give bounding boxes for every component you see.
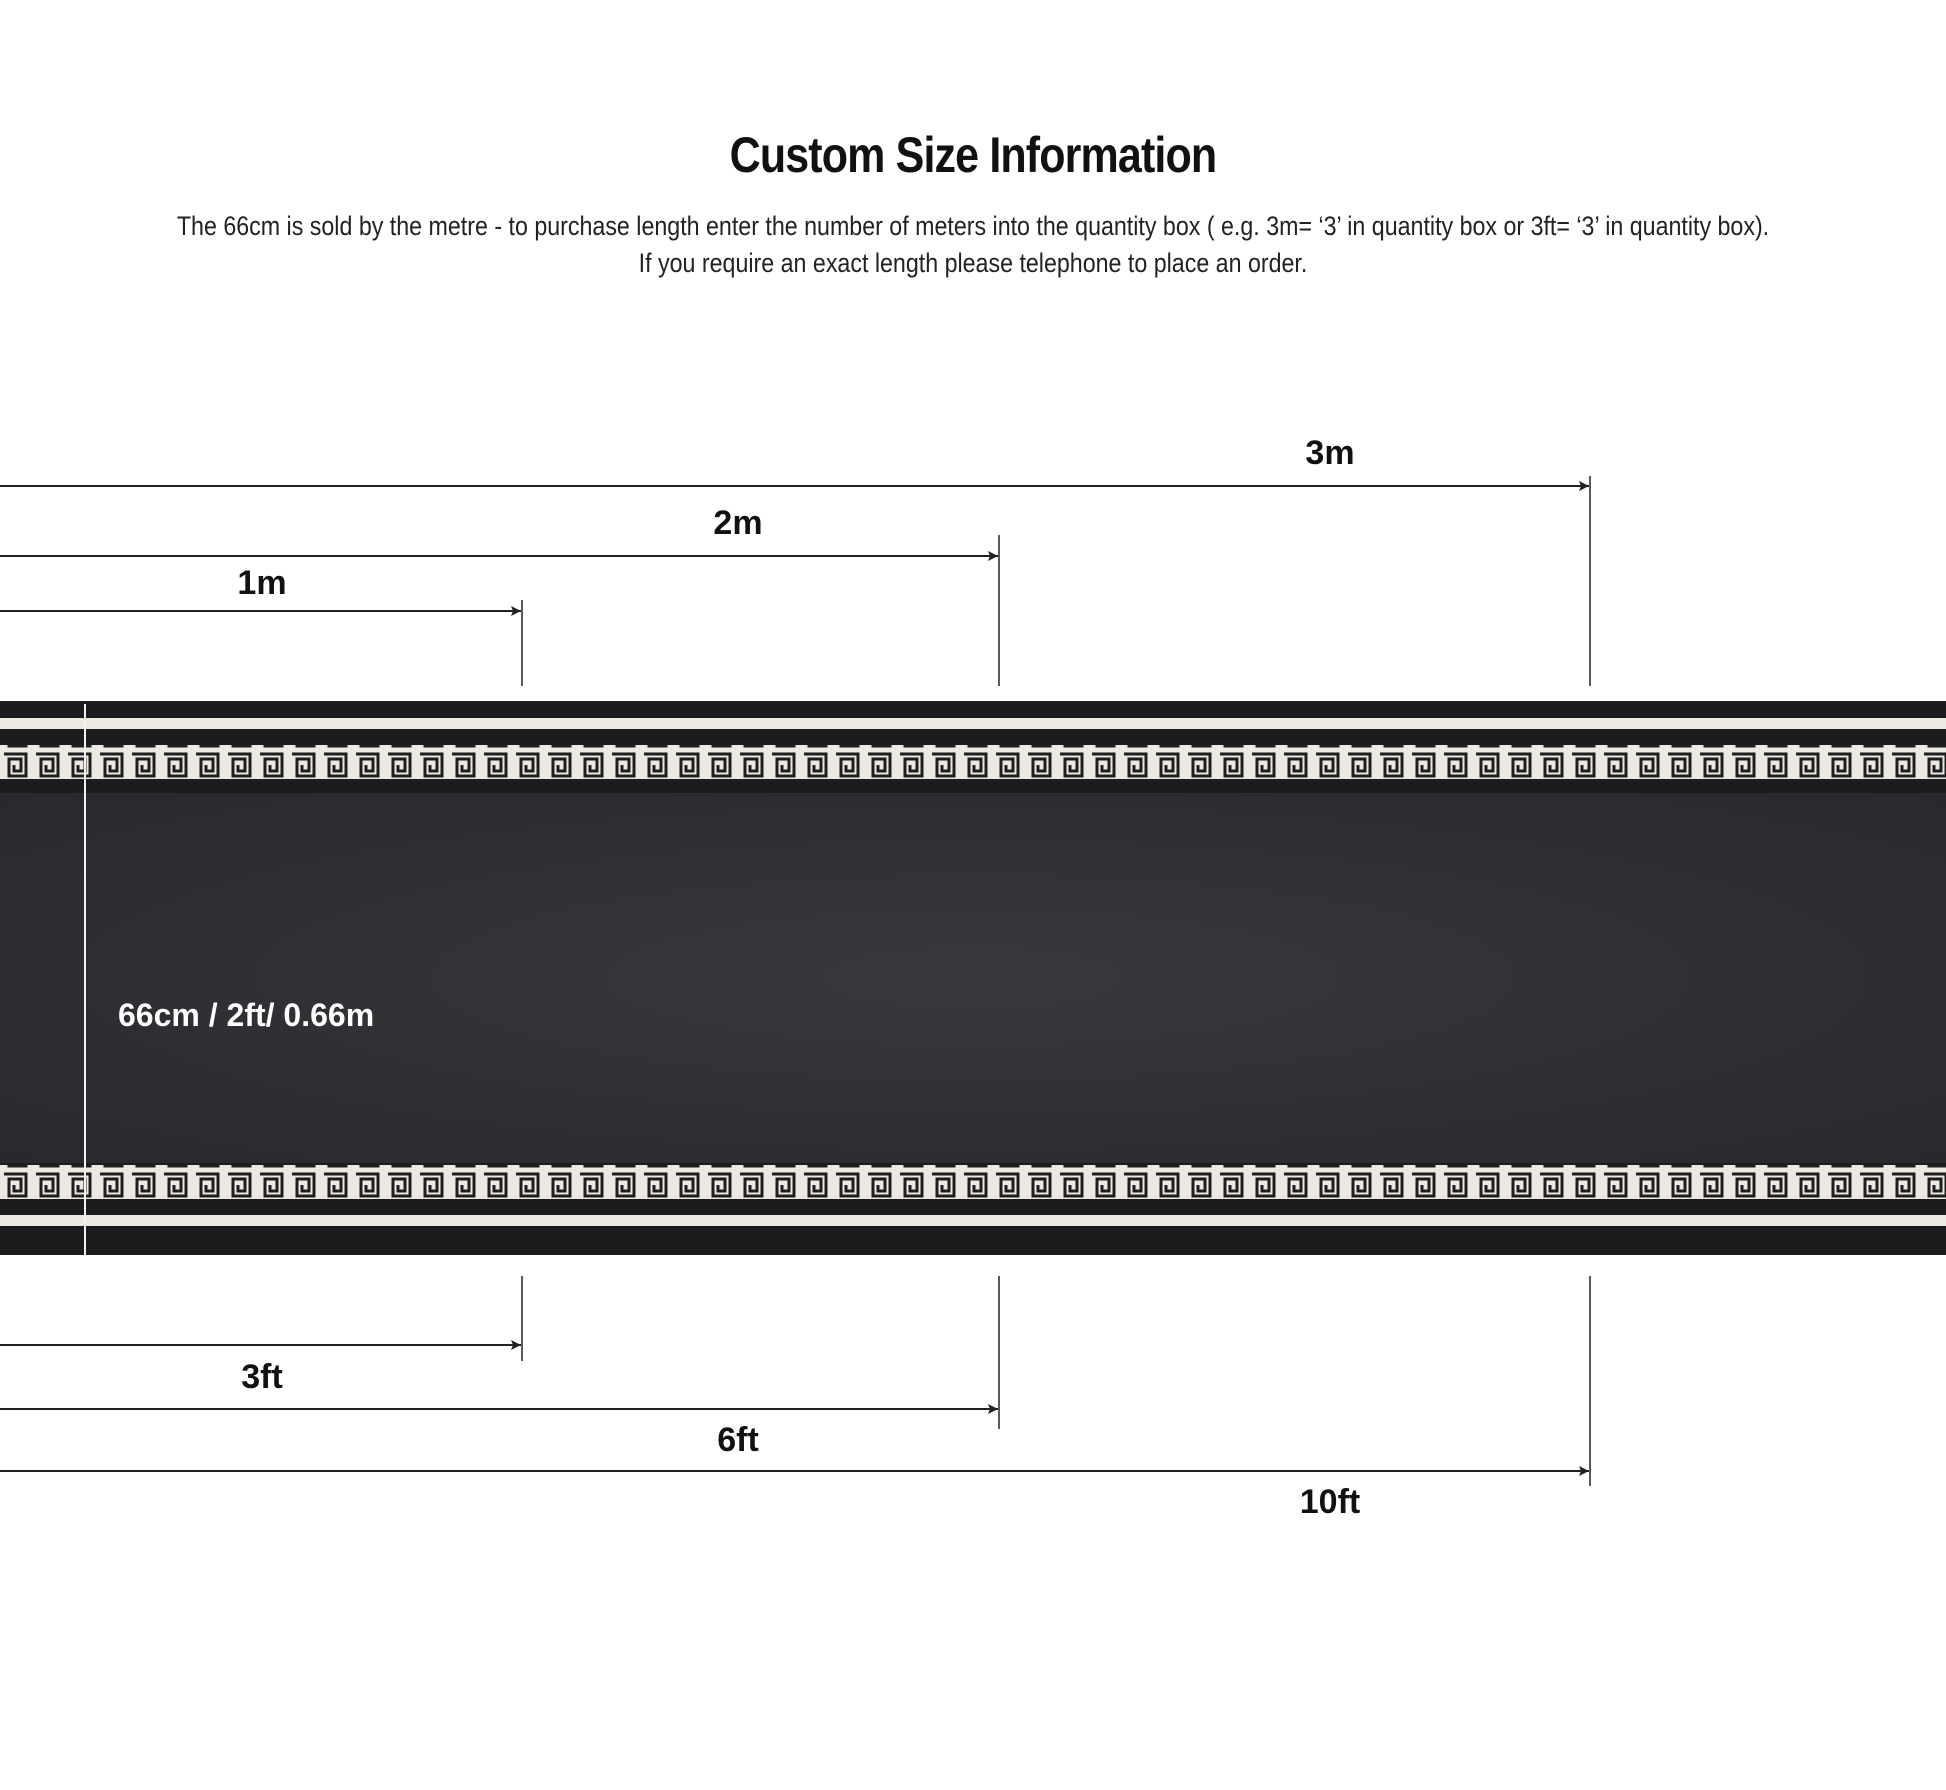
bottom-inner-stripe (0, 1215, 1946, 1226)
label-3m: 3m (1305, 434, 1355, 472)
label-3ft: 3ft (241, 1358, 283, 1396)
runner-rug (0, 701, 1946, 1256)
imperial-dimensions (0, 1276, 1590, 1521)
top-key-border (0, 745, 1946, 779)
description-line-1: The 66cm is sold by the metre - to purchase length enter the number of meters into the quantity box ( e.g. 3m= ‘3’ in quantity box or 3ft= ‘3’ in quantity box). (176, 211, 1770, 241)
label-10ft: 10ft (1299, 1483, 1361, 1521)
label-1m: 1m (237, 564, 287, 602)
top-inner-stripe (0, 718, 1946, 729)
runner-body (0, 793, 1946, 1163)
label-2m: 2m (713, 504, 763, 542)
description-line-2: If you require an exact length please telephone to place an order. (638, 248, 1308, 278)
page-title: Custom Size Information (729, 127, 1217, 183)
metric-dimensions (0, 434, 1590, 686)
bottom-key-border (0, 1165, 1946, 1199)
label-6ft: 6ft (717, 1421, 759, 1459)
width-label: 66cm / 2ft/ 0.66m (118, 997, 375, 1033)
